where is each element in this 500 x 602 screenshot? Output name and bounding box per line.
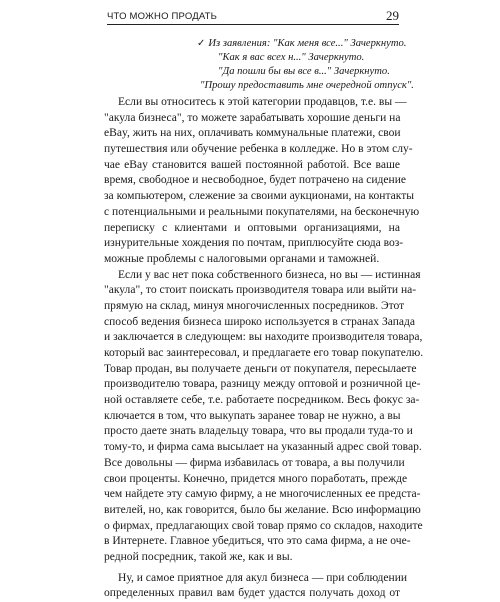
text-line: путешествия или обучение ребенка в колледже. Но в этом слу- [104,143,413,156]
page-number: 29 [386,8,399,23]
text-line: прямую на склад, минуя многочисленных посредников. Этот [104,299,405,312]
text-line: переписку с клиентами и оптовыми организациями, на [104,221,400,234]
text-line: свои проценты. Конечно, придется много поработать, прежде [104,472,408,485]
note-text: "Как я вас всех н..." Зачеркнуто. [218,51,365,63]
text-line: время, свободное и несвободное, будет потрачено на сидение [104,174,407,187]
text-line: и заключается в следующем: вы находите производителя товара, [104,331,423,344]
text-line: ной оставляете себе, т.е. работаете посредником. Весь фокус за- [104,394,420,407]
text-line: Товар продан, вы получаете деньги от покупателя, пересылаете [104,362,417,375]
note-text: "Да пошли бы вы все в..." Зачеркнуто. [218,65,390,77]
text-line: ключается в том, что выкупать заранее товар не нужно, а вы [104,409,401,422]
text-line: изнурительные хождения по почтам, приплюсуйте сюда воз- [104,237,404,250]
text-line: способ ведения бизнеса широко используется в странах Запада [104,315,416,328]
text-line: вителей, но, как говорится, было бы желание. Всю информацию [104,503,421,516]
text-line: редной посредник, такой же, как и вы. [104,550,293,563]
body-text [104,95,424,602]
running-title: ЧТО МОЖНО ПРОДАТЬ [107,11,218,22]
note-line [197,37,407,51]
note-line [218,51,400,65]
text-line: Ну, и самое приятное для акул бизнеса — при соблюдении [118,571,408,584]
text-line: который вас заинтересовал, и предлагаете его товар покупателю. [104,347,424,359]
note-line [200,79,414,93]
note-line [218,65,400,79]
text-line: за компьютером, слежение за своими аукционами, на контакты [104,190,415,203]
text-line: Все довольны — фирма избавилась от товара, а вы получили [104,456,405,469]
text-line: с потенциальными и реальными покупателями, на бесконечную [104,205,420,218]
note-text: Из заявления: "Как меня все..." Зачеркнуто. [208,38,407,49]
text-line: "акула бизнеса", то можете зарабатывать хорошие деньги на [104,111,401,124]
paragraph [104,571,408,602]
text-line: Если вы относитесь к этой категории продавцов, т.е. вы — [118,96,407,108]
text-line: чае eBay становится вашей постоянной работой. Все ваше [104,158,400,171]
epigraph-notes [197,37,414,93]
text-line: производителю товара, разницу между оптовой и розничной це- [104,378,421,391]
paragraph [104,268,424,566]
text-line: чем найдете эту самую фирму, а не многочисленных ее предста- [104,488,421,501]
running-header [107,5,399,25]
text-line: "акула", то стоит поискать производителя товара или выйти на- [104,284,417,297]
text-line: в Интернете. Главное убедиться, что это сама фирма, а не оче- [104,535,411,548]
text-line: определенных правил вам будет удастся получать доход от [104,587,400,600]
text-line: Если у вас нет пока собственного бизнеса, но вы — истинная [118,268,421,281]
checkmark-icon: ✓ [197,38,206,49]
text-line: просто даете знать владельцу товара, что вы продали туда-то и [104,425,413,438]
text-line: eBay, жить на них, оплачивать коммунальные платежи, свои [104,127,401,140]
paragraph [104,95,420,268]
text-line: можные проблемы с налоговыми органами и таможней. [104,252,380,265]
note-text: "Прошу предоставить мне очередной отпуск". [200,79,414,91]
text-line: тому-то, и фирма сама высылает на указанный адрес свой товар. [104,441,422,454]
text-line: о фирмах, предлагающих свой товар прямо со складов, находите [104,519,423,532]
